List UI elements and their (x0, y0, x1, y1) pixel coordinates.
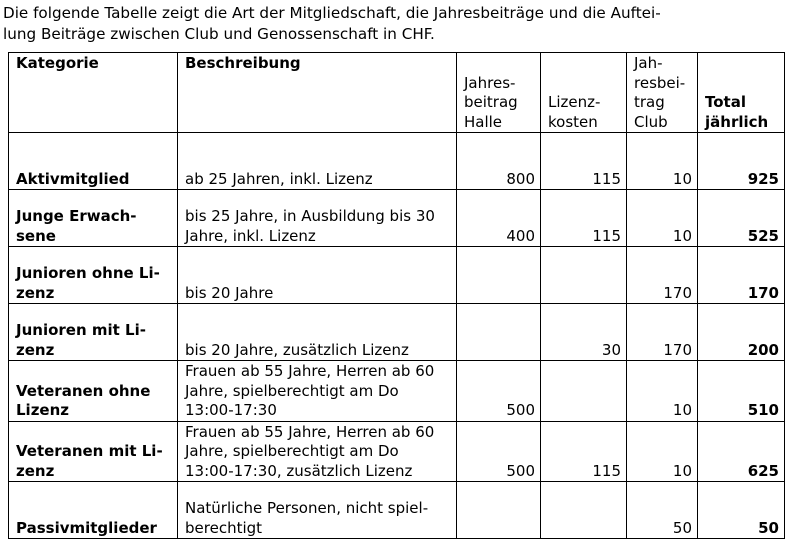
cell-total-jaehrlich: 925 (698, 133, 785, 190)
cell-total-jaehrlich: 200 (698, 304, 785, 361)
cell-lizenzkosten: 30 (541, 304, 627, 361)
cell-beschreibung: bis 25 Jahre, in Ausbildung bis 30 Jahre, inkl. Lizenz (178, 190, 457, 247)
cell-kategorie: Passivmitglieder (9, 482, 178, 539)
cell-beschreibung: Natürliche Personen, nicht spiel- berechtigt (178, 482, 457, 539)
cell-total-jaehrlich: 50 (698, 482, 785, 539)
cell-jahresbeitrag-halle (457, 482, 541, 539)
cell-lizenzkosten: 115 (541, 421, 627, 482)
cell-jahresbeitrag-halle: 500 (457, 361, 541, 422)
header-line: resbei- (634, 73, 686, 92)
header-line: Club (634, 112, 668, 131)
table-row (9, 421, 785, 482)
header-lizenzkosten (541, 53, 627, 133)
cell-jahresbeitrag-halle: 500 (457, 421, 541, 482)
cell-jahresbeitrag-halle: 400 (457, 190, 541, 247)
cell-total-jaehrlich: 510 (698, 361, 785, 422)
cell-jahresbeitrag-halle (457, 304, 541, 361)
table-row (9, 133, 785, 190)
intro-line-1: Die folgende Tabelle zeigt die Art der Mitgliedschaft, die Jahresbeiträge und die Auftei- (3, 4, 661, 22)
table-row (9, 361, 785, 422)
cell-kategorie: Junioren mit Li- zenz (9, 304, 178, 361)
header-line: trag (634, 93, 665, 111)
cell-jahresbeitrag-club: 10 (627, 421, 698, 482)
header-line: Total (705, 93, 746, 111)
cell-lizenzkosten: 115 (541, 133, 627, 190)
cell-total-jaehrlich: 525 (698, 190, 785, 247)
cell-lizenzkosten (541, 482, 627, 539)
cell-jahresbeitrag-club: 10 (627, 361, 698, 422)
intro-paragraph (3, 3, 789, 45)
header-line: Jahres- (464, 73, 516, 92)
cell-jahresbeitrag-club: 170 (627, 247, 698, 304)
header-line: Halle (464, 112, 503, 131)
cell-kategorie: Junioren ohne Li- zenz (9, 247, 178, 304)
intro-line-2: lung Beiträge zwischen Club und Genossenschaft in CHF. (3, 25, 435, 43)
cell-jahresbeitrag-club: 50 (627, 482, 698, 539)
cell-kategorie: Veteranen ohne Lizenz (9, 361, 178, 422)
header-line: Beschreibung (185, 54, 301, 72)
cell-kategorie: Aktivmitglied (9, 133, 178, 190)
cell-lizenzkosten (541, 247, 627, 304)
table-row (9, 247, 785, 304)
membership-fee-table (8, 52, 785, 539)
cell-beschreibung: ab 25 Jahren, inkl. Lizenz (178, 133, 457, 190)
cell-kategorie: Junge Erwach- sene (9, 190, 178, 247)
cell-jahresbeitrag-halle: 800 (457, 133, 541, 190)
table-row (9, 482, 785, 539)
cell-kategorie: Veteranen mit Li- zenz (9, 421, 178, 482)
header-jahresbeitrag-halle (457, 53, 541, 133)
header-line: Lizenz- (548, 93, 601, 111)
cell-total-jaehrlich: 625 (698, 421, 785, 482)
table-row (9, 190, 785, 247)
table-row (9, 304, 785, 361)
header-kategorie (9, 53, 178, 133)
header-jahresbeitrag-club (627, 53, 698, 133)
cell-total-jaehrlich: 170 (698, 247, 785, 304)
cell-beschreibung: Frauen ab 55 Jahre, Herren ab 60 Jahre, spielberechtigt am Do 13:00-17:30, zusätzlich Lizenz (178, 421, 457, 482)
cell-jahresbeitrag-club: 10 (627, 133, 698, 190)
header-line: beitrag (464, 93, 518, 111)
header-line: jährlich (705, 112, 769, 131)
cell-lizenzkosten: 115 (541, 190, 627, 247)
cell-jahresbeitrag-club: 10 (627, 190, 698, 247)
cell-lizenzkosten (541, 361, 627, 422)
cell-jahresbeitrag-halle (457, 247, 541, 304)
header-line: Jah- (634, 54, 663, 72)
table-header-row (9, 53, 785, 133)
cell-beschreibung: Frauen ab 55 Jahre, Herren ab 60 Jahre, spielberechtigt am Do 13:00-17:30 (178, 361, 457, 422)
header-line: kosten (548, 112, 598, 131)
header-beschreibung (178, 53, 457, 133)
cell-beschreibung: bis 20 Jahre (178, 247, 457, 304)
header-total-jaehrlich (698, 53, 785, 133)
cell-beschreibung: bis 20 Jahre, zusätzlich Lizenz (178, 304, 457, 361)
cell-jahresbeitrag-club: 170 (627, 304, 698, 361)
header-line: Kategorie (16, 54, 99, 72)
